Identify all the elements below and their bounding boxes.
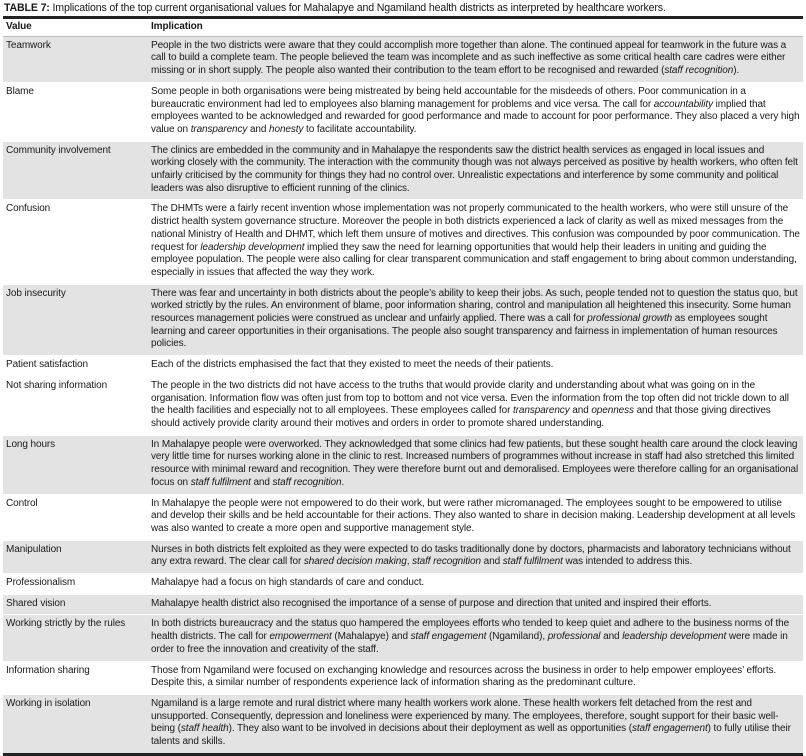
implication-text: Mahalapye had a focus on high standards of care and conduct. bbox=[151, 577, 425, 589]
table-row bbox=[3, 540, 803, 573]
emphasised-term: staff fulfilment bbox=[502, 556, 563, 568]
value-cell: Job insecurity bbox=[3, 284, 148, 356]
table-row bbox=[3, 141, 803, 200]
column-header-value: Value bbox=[3, 18, 148, 37]
emphasised-term: shared decision making bbox=[303, 556, 407, 568]
implication-text: In both districts bureaucracy and the status quo hampered the employees efforts who tended to keep quiet and adhere to the business norms of the health districts. The call for bbox=[151, 618, 790, 643]
value-cell: Information sharing bbox=[3, 661, 148, 694]
implication-text: , bbox=[406, 556, 413, 568]
emphasised-term: honesty bbox=[269, 123, 304, 135]
emphasised-term: staff recognition bbox=[412, 556, 481, 568]
implication-cell bbox=[148, 694, 803, 754]
table-body bbox=[3, 36, 803, 754]
implication-text: (Ngamiland), bbox=[486, 631, 548, 643]
value-cell: Community involvement bbox=[3, 141, 148, 200]
value-cell: Professionalism bbox=[3, 574, 148, 595]
implication-cell bbox=[148, 540, 803, 573]
value-cell: Long hours bbox=[3, 435, 148, 494]
emphasised-term: staff engagement bbox=[410, 631, 487, 643]
implication-cell bbox=[148, 200, 803, 284]
value-cell: Working strictly by the rules bbox=[3, 615, 148, 661]
table-row bbox=[3, 82, 803, 141]
table-row bbox=[3, 200, 803, 284]
implication-text: and bbox=[600, 631, 623, 643]
emphasised-term: staff recognition bbox=[664, 65, 734, 77]
implication-text: implied that employees wanted to be acknowledged and rewarded for good performance and made to account for poor performance. They also placed a very high value on bbox=[151, 98, 800, 135]
emphasised-term: staff recognition bbox=[272, 476, 342, 488]
implication-text: Mahalapye health district also recognised the importance of a sense of purpose and direction that united and inspired their efforts. bbox=[151, 597, 712, 609]
implication-text: and bbox=[480, 556, 503, 568]
implication-cell bbox=[148, 141, 803, 200]
table-row bbox=[3, 36, 803, 82]
emphasised-term: transparency bbox=[190, 123, 248, 135]
value-cell: Blame bbox=[3, 82, 148, 141]
implication-cell bbox=[148, 376, 803, 435]
caption-text: Implications of the top current organisational values for Mahalapye and Ngamiland health districts as interpreted by healthcare workers. bbox=[49, 2, 666, 14]
implication-text: The clinics are embedded in the community and in Mahalapye the respondents saw the district health services as engaged in local issues and working closely with the community. The interaction with the community though was not always perceived as positive by health workers, who often felt unfairly criticised by the community for things they had no control over. Unrealistic expectations and interference by some community and political leaders was also disruptive to efficient running of the clinics. bbox=[151, 144, 798, 194]
implication-text: Those from Ngamiland were focused on exchanging knowledge and resources across the business in order to help empower employees’ efforts. Despite this, a similar number of respondents experience lack of information sharing as the predominant culture. bbox=[151, 664, 777, 689]
emphasised-term: staff health bbox=[180, 723, 229, 735]
table-row bbox=[3, 661, 803, 694]
implication-text: Each of the districts emphasised the fact that they existed to meet the needs of their patients. bbox=[151, 359, 554, 371]
implication-cell bbox=[148, 615, 803, 661]
implication-text: to facilitate accountability. bbox=[303, 123, 417, 135]
implication-text: were made in order to free the innovation and creativity of the staff. bbox=[151, 631, 788, 655]
implication-text: and bbox=[247, 123, 270, 135]
emphasised-term: transparency bbox=[512, 405, 570, 417]
table-row bbox=[3, 376, 803, 435]
implication-text: There was fear and uncertainty in both districts about the people’s ability to keep their jobs. As such, people tended not to question the status quo, but worked strictly by the rules. An environment of blame, poor information sharing, control and manipulation all heightened this insecurity. Some human resources management policies were construed as unclear and unfairly applied. There was a call for bbox=[151, 287, 798, 325]
value-cell: Manipulation bbox=[3, 540, 148, 573]
implication-text: (Mahalapye) and bbox=[331, 631, 411, 643]
value-cell: Confusion bbox=[3, 200, 148, 284]
table-row bbox=[3, 615, 803, 661]
emphasised-term: professional growth bbox=[587, 313, 673, 325]
value-cell: Shared vision bbox=[3, 594, 148, 615]
implication-text: The people in the two districts did not have access to the truths that would provide clarity and understanding about what was going on in the organisation. Information flow was often just from top to bottom and not vice versa. Even the information from the top often did not trickle down to all the health facilities and especially not to all employees. These employees called for bbox=[151, 379, 789, 417]
implication-text: The DHMTs were a fairly recent invention whose implementation was not properly communicated to the health workers, who were still unsure of the district health system governance structure. Moreover the people in both districts experienced a lack of clarity as well as mixed messages from the national Ministry of Health and DHMT, which left them unsure of motives and directives. This confusion was compounded by poor communication. The request for bbox=[151, 203, 800, 253]
column-header-implication: Implication bbox=[148, 18, 803, 37]
implication-cell bbox=[148, 594, 803, 615]
implication-cell bbox=[148, 661, 803, 694]
value-cell: Control bbox=[3, 494, 148, 540]
table-row bbox=[3, 574, 803, 595]
implication-text: ). bbox=[733, 65, 740, 77]
implication-cell bbox=[148, 494, 803, 540]
implication-text: was intended to address this. bbox=[562, 556, 693, 568]
implication-cell bbox=[148, 36, 803, 82]
emphasised-term: leadership development bbox=[200, 241, 305, 253]
implication-cell bbox=[148, 356, 803, 377]
implication-text: and bbox=[569, 405, 592, 417]
table-row bbox=[3, 356, 803, 377]
value-cell: Not sharing information bbox=[3, 376, 148, 435]
table-row bbox=[3, 494, 803, 540]
implication-text: Some people in both organisations were being mistreated by being held accountable for the misdeeds of others. Poor communication in a bureaucratic environment had led to employees also blaming management for problems and vice versa. The call for bbox=[151, 85, 746, 110]
implication-text: . bbox=[341, 476, 345, 488]
emphasised-term: empowerment bbox=[269, 631, 332, 643]
implication-cell bbox=[148, 82, 803, 141]
implication-text: Nurses in both districts felt exploited as they were expected to do tasks traditionally done by doctors, pharmacists and laboratory technicians without any extra reward. The clear call for bbox=[151, 543, 791, 568]
emphasised-term: professional bbox=[547, 631, 601, 643]
table-row bbox=[3, 435, 803, 494]
emphasised-term: leadership development bbox=[622, 631, 727, 643]
emphasised-term: accountability bbox=[653, 98, 713, 110]
implication-text: ) to fully utilise their talents and skills. bbox=[151, 723, 791, 748]
value-cell: Teamwork bbox=[3, 36, 148, 82]
table-row bbox=[3, 694, 803, 754]
emphasised-term: openness bbox=[591, 405, 634, 417]
implication-cell bbox=[148, 284, 803, 356]
implication-text: In Mahalapye people were overworked. They acknowledged that some clinics had few patients, but these sought health care around the clock leaving very little time for nurses working alone in the clinic to rest. Increased numbers of programmes without increase in staff had also stretched this limited resource with minimal reward and recognition. They were therefore burnt out and demoralised. Employees were therefore calling for an organisational focus on bbox=[151, 438, 799, 488]
implication-text: and that those giving directives should actively provide clarity around their motives and orders in order to promote shared understanding. bbox=[151, 405, 771, 429]
table-row bbox=[3, 594, 803, 615]
value-cell: Patient satisfaction bbox=[3, 356, 148, 377]
implication-cell bbox=[148, 435, 803, 494]
implication-text: implied they saw the need for learning opportunities that would help their leaders in uniting and guiding the employee population. The people were also calling for clear transparent communication and staff engagement to bring about common understanding, especially in issues that affected the way they work. bbox=[151, 241, 797, 278]
table-row bbox=[3, 284, 803, 356]
implication-cell bbox=[148, 574, 803, 595]
table-caption bbox=[4, 2, 666, 14]
implication-text: ). They also want to be involved in decisions about their deployment as well as opportunities ( bbox=[228, 723, 632, 735]
emphasised-term: staff engagement bbox=[631, 723, 708, 735]
table-header-row bbox=[3, 18, 803, 37]
implication-text: Ngamiland is a large remote and rural district where many health workers work alone. These health workers felt detached from the rest and unsupported. Consequently, depression and loneliness were experienced by many. The employees, therefore, sought support for their basic well-being ( bbox=[151, 697, 779, 735]
implication-text: People in the two districts were aware that they could accomplish more together than alone. The continued appeal for teamwork in the future was a call to build a complete team. The people believed the team was incomplete and as such ineffective as some critical health care cadres were either missing or in short supply. The people also wanted their contribution to the team effort to be recognised and rewarded ( bbox=[151, 39, 787, 77]
implications-table bbox=[3, 16, 803, 756]
implication-text: as employees sought learning and career opportunities in their organisations. The people also sought transparency and fairness in implementation of human resources policies. bbox=[151, 313, 778, 350]
implication-text: and bbox=[250, 476, 273, 488]
table-number: TABLE 7: bbox=[4, 2, 50, 14]
value-cell: Working in isolation bbox=[3, 694, 148, 754]
emphasised-term: staff fulfilment bbox=[190, 476, 251, 488]
implication-text: In Mahalapye the people were not empowered to do their work, but were rather micromanaged. The employees sought to be empowered to utilise and develop their skills and be held accountable for their actions. They also wanted to share in decision making. Leadership development at all levels was also wanted to create a more open and supportive management style. bbox=[151, 497, 796, 534]
